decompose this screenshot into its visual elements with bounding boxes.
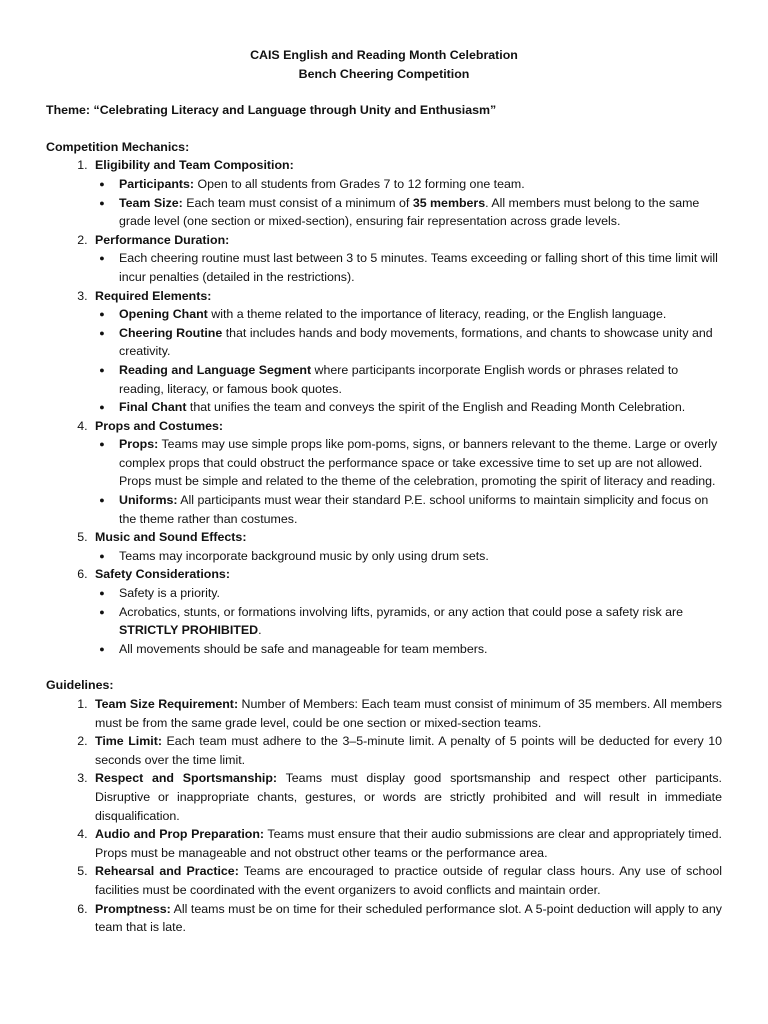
mechanics-item-title: Music and Sound Effects: — [95, 530, 247, 545]
bullet-text: Acrobatics, stunts, or formations involving lifts, pyramids, or any action that could pose a safety risk are — [119, 604, 684, 619]
guideline-item — [91, 862, 722, 899]
guideline-text: Teams must display good sportsmanship and respect other participants. Disruptive or inappropriate chants, gestures, or words are strictly prohibited and will result in immediate disqualification. — [95, 771, 723, 823]
bullet-icon: ● — [99, 402, 105, 413]
bullet-text: that unifies the team and conveys the spirit of the English and Reading Month Celebration. — [186, 400, 686, 415]
mechanics-item — [91, 287, 722, 417]
mechanics-bullets — [95, 305, 722, 417]
bullet-label: Opening Chant — [119, 307, 208, 322]
bullet-item — [99, 491, 722, 528]
bullet-label: Props: — [119, 437, 159, 452]
bullet-icon: ● — [99, 550, 105, 561]
bullet-item — [99, 603, 722, 640]
guideline-item — [91, 825, 722, 862]
guideline-item — [91, 732, 722, 769]
bullet-text-end: . — [258, 623, 262, 638]
guideline-text: Teams must ensure that their audio submissions are clear and appropriately timed. Props must be manageable and not obstruct other teams or the performance area. — [95, 827, 722, 860]
theme-line: Theme: “Celebrating Literacy and Language through Unity and Enthusiasm” — [46, 103, 497, 118]
bullet-text: Open to all students from Grades 7 to 12 forming one team. — [194, 176, 525, 191]
bullet-emphasis: STRICTLY PROHIBITED — [119, 623, 259, 638]
guideline-label: Team Size Requirement: — [95, 697, 239, 711]
bullet-label: Final Chant — [119, 400, 187, 415]
bullet-item — [99, 175, 722, 194]
guidelines-heading: Guidelines: — [46, 678, 114, 693]
mechanics-item-title: Performance Duration: — [95, 232, 230, 247]
bullet-icon: ● — [99, 178, 105, 189]
mechanics-item — [91, 231, 722, 287]
bullet-text: Each cheering routine must last between 3 to 5 minutes. Teams exceeding or falling short of this time limit will incur penalties (detailed in the restrictions). — [119, 251, 718, 284]
bullet-icon: ● — [99, 327, 105, 338]
mechanics-bullets — [95, 584, 722, 658]
bullet-icon: ● — [99, 197, 105, 208]
mechanics-item — [91, 565, 722, 658]
bullet-text: Teams may incorporate background music by only using drum sets. — [119, 548, 489, 563]
mechanics-bullets — [95, 435, 722, 528]
bullet-item — [99, 398, 722, 417]
mechanics-item-title: Props and Costumes: — [95, 418, 224, 433]
bullet-text: Teams may use simple props like pom-poms, signs, or banners relevant to the theme. Large or overly complex props that could obstruct the performance space or take excessive time to set up are not allowed. Props must be simple and related to the theme of the celebration, promoting the spirit of literacy and reading. — [119, 437, 718, 489]
bullet-label: Cheering Routine — [119, 325, 223, 340]
bullet-item — [99, 324, 722, 361]
guideline-label: Rehearsal and Practice: — [95, 864, 239, 879]
guideline-text: Number of Members: Each team must consist of minimum of 35 members. All members must be from the same grade level, could be one section or mixed-section teams. — [95, 697, 722, 730]
bullet-icon: ● — [99, 309, 105, 320]
bullet-icon: ● — [99, 606, 105, 617]
mechanics-heading: Competition Mechanics: — [46, 139, 190, 154]
bullet-text: that includes hands and body movements, formations, and chants to showcase unity and creativity. — [119, 325, 713, 359]
guideline-label: Time Limit: — [95, 734, 162, 749]
bullet-label: Reading and Language Segment — [119, 362, 312, 377]
guideline-text: All teams must be on time for their scheduled performance slot. A 5-point deduction will apply to any team that is late. — [95, 901, 722, 935]
guideline-text: Each team must adhere to the 3–5-minute limit. A penalty of 5 points will be deducted for every 10 seconds over the time limit. — [95, 734, 722, 767]
guidelines-list — [46, 695, 722, 937]
bullet-label: Uniforms: — [119, 493, 178, 508]
mechanics-bullets — [95, 249, 722, 286]
bullet-text: with a theme related to the importance of literacy, reading, or the English language. — [207, 307, 667, 322]
bullet-item — [99, 305, 722, 324]
mechanics-list — [46, 156, 722, 658]
bullet-icon: ● — [99, 253, 105, 264]
guideline-label: Promptness: — [95, 901, 171, 916]
bullet-item — [99, 435, 722, 491]
guideline-item — [91, 769, 722, 825]
guideline-item — [91, 695, 722, 732]
bullet-icon: ● — [99, 364, 105, 375]
mechanics-item-title: Safety Considerations: — [95, 567, 230, 582]
mechanics-item — [91, 528, 722, 565]
document-header — [46, 46, 722, 83]
bullet-emphasis: 35 members — [412, 195, 486, 210]
bullet-text-end: . All members must belong to the same grade level (one section or mixed-section), ensuring fair representation across grade levels. — [119, 195, 700, 229]
guideline-label: Respect and Sportsmanship: — [95, 771, 278, 786]
bullet-label: Team Size: — [119, 195, 183, 210]
guideline-label: Audio and Prop Preparation: — [95, 827, 265, 842]
bullet-text: All movements should be safe and manageable for team members. — [119, 641, 488, 656]
bullet-item — [99, 249, 722, 286]
guideline-item — [91, 900, 722, 937]
mechanics-item — [91, 156, 722, 230]
bullet-label: Participants: — [119, 176, 195, 191]
mechanics-item-title: Required Elements: — [95, 288, 212, 303]
bullet-icon: ● — [99, 439, 105, 450]
bullet-icon: ● — [99, 643, 105, 654]
bullet-text: All participants must wear their standard P.E. school uniforms to maintain simplicity and focus on the theme rather than costumes. — [119, 493, 709, 526]
guideline-text: Teams are encouraged to practice outside of regular class hours. Any use of school facilities must be coordinated with the event organizers to avoid conflicts and maintain order. — [95, 864, 722, 897]
bullet-item — [99, 361, 722, 398]
bullet-text: Safety is a priority. — [119, 586, 220, 601]
mechanics-bullets — [95, 175, 722, 231]
bullet-icon: ● — [99, 495, 105, 506]
bullet-text: where participants incorporate English words or phrases related to reading, literacy, or famous book quotes. — [119, 362, 679, 396]
mechanics-bullets — [95, 547, 722, 566]
bullet-item — [99, 194, 722, 231]
bullet-item — [99, 547, 722, 566]
mechanics-item-title: Eligibility and Team Composition: — [95, 158, 294, 173]
document-subtitle: Bench Cheering Competition — [298, 66, 470, 81]
document-title: CAIS English and Reading Month Celebration — [250, 48, 518, 62]
bullet-item — [99, 584, 722, 603]
mechanics-item — [91, 417, 722, 529]
bullet-icon: ● — [99, 588, 105, 599]
bullet-item — [99, 640, 722, 659]
bullet-text: Each team must consist of a minimum of — [182, 195, 413, 210]
